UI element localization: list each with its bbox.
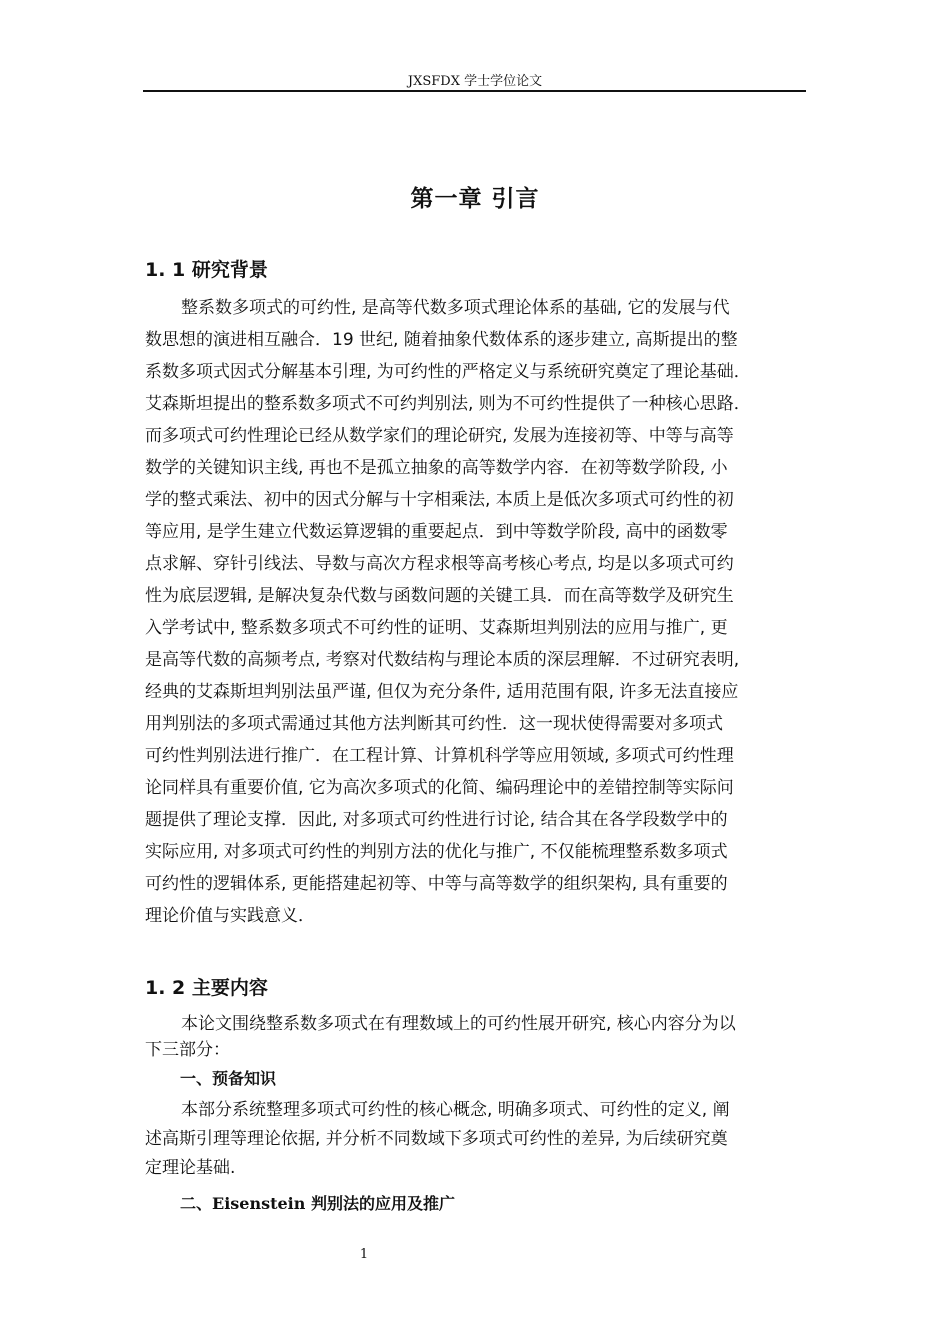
section-heading-1-1: 1. 1 研究背景 (145, 259, 268, 281)
page-number: 1 (359, 1247, 369, 1262)
body-line: 可约性判别法进行推广．在工程计算、计算机科学等应用领域, 多项式可约性理 (145, 746, 734, 766)
body-line: 艾森斯坦提出的整系数多项式不可约判别法, 则为不可约性提供了一种核心思路． (145, 394, 751, 414)
section-1-2-intro (145, 1011, 807, 1063)
chapter-title: 第一章 引言 (410, 186, 540, 212)
body-line: 数学的关键知识主线, 再也不是孤立抽象的高等数学内容．在初等数学阶段, 小 (145, 458, 728, 478)
body-line: 述高斯引理等理论依据, 并分析不同数域下多项式可约性的差异, 为后续研究奠 (145, 1129, 728, 1149)
subheading-eisenstein: 二、Eisenstein 判别法的应用及推广 (180, 1194, 455, 1213)
body-line: 入学考试中, 整系数多项式不可约性的证明、艾森斯坦判别法的应用与推广, 更 (145, 618, 728, 638)
subheading-preliminaries: 一、预备知识 (180, 1069, 277, 1088)
running-header: JXSFDX 学士学位论文 (407, 74, 543, 89)
body-line: 可约性的逻辑体系, 更能搭建起初等、中等与高等数学的组织架构, 具有重要的 (145, 874, 728, 894)
body-line: 用判别法的多项式需通过其他方法判断其可约性．这一现状使得需要对多项式 (145, 714, 723, 734)
body-line: 题提供了理论支撑．因此, 对多项式可约性进行讨论, 结合其在各学段数学中的 (145, 810, 728, 830)
body-line: 论同样具有重要价值, 它为高次多项式的化简、编码理论中的差错控制等实际问 (145, 778, 734, 798)
section-1-2-preliminaries-body (145, 1096, 807, 1183)
body-line: 点求解、穿针引线法、导数与高次方程求根等高考核心考点, 均是以多项式可约 (145, 554, 734, 574)
body-line: 经典的艾森斯坦判别法虽严谨, 但仅为充分条件, 适用范围有限, 许多无法直接应 (145, 682, 739, 702)
header-rule (143, 90, 806, 92)
body-line: 系数多项式因式分解基本引理, 为可约性的严格定义与系统研究奠定了理论基础． (145, 362, 751, 382)
section-1-1-body (145, 292, 807, 932)
body-line: 本部分系统整理多项式可约性的核心概念, 明确多项式、可约性的定义, 阐 (181, 1100, 730, 1120)
body-line: 下三部分： (145, 1040, 230, 1060)
body-line: 本论文围绕整系数多项式在有理数域上的可约性展开研究, 核心内容分为以 (181, 1014, 736, 1034)
body-line: 整系数多项式的可约性, 是高等代数多项式理论体系的基础, 它的发展与代 (181, 298, 730, 318)
body-line: 而多项式可约性理论已经从数学家们的理论研究, 发展为连接初等、中等与高等 (145, 426, 734, 446)
body-line: 定理论基础. (145, 1158, 236, 1178)
body-line: 是高等代数的高频考点, 考察对代数结构与理论本质的深层理解．不过研究表明, (145, 650, 740, 670)
body-line: 数思想的演进相互融合．19 世纪, 随着抽象代数体系的逐步建立, 高斯提出的整 (145, 330, 738, 350)
body-line: 学的整式乘法、初中的因式分解与十字相乘法, 本质上是低次多项式可约性的初 (145, 490, 734, 510)
body-line: 实际应用, 对多项式可约性的判别方法的优化与推广, 不仅能梳理整系数多项式 (145, 842, 728, 862)
section-heading-1-2: 1. 2 主要内容 (145, 977, 268, 999)
body-line: 性为底层逻辑, 是解决复杂代数与函数问题的关键工具．而在高等数学及研究生 (145, 586, 734, 606)
body-line: 理论价值与实践意义． (145, 906, 315, 926)
body-line: 等应用, 是学生建立代数运算逻辑的重要起点．到中等数学阶段, 高中的函数零 (145, 522, 728, 542)
